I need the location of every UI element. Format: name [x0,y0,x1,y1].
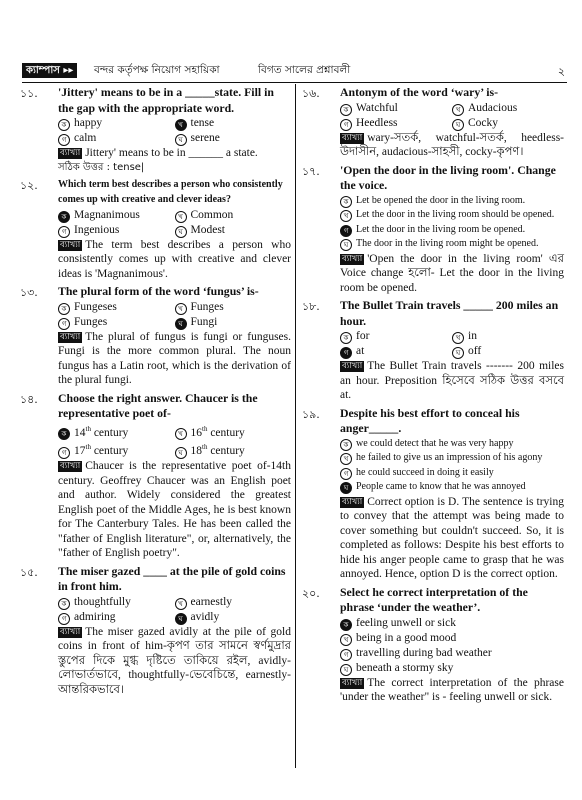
correct-option-marker-icon: ক [58,211,70,223]
explanation: ব্যাখ্যা The Bullet Train travels ------- 200 miles an hour. Preposition হিসেবে সঠিক উত্তর বসবে at. [340,360,564,401]
question-15 [20,564,291,698]
option-b: খ he failed to give us an impression of his agony [340,451,564,466]
explanation-tag: ব্যাখ্যা [342,496,363,507]
option-c: গ he could succeed in doing it easily [340,466,564,481]
explanation-tag: ব্যাখ্যা [60,148,81,158]
option-a: ক Fungeses [58,300,175,315]
option-a: ক we could detect that he was very happy [340,437,564,452]
question-stem: Despite his best effort to conceal his anger_____. [340,405,520,435]
question-stem: The plural form of the word ‘fungus’ is- [58,284,259,298]
correct-option-marker-icon: গ [340,225,352,237]
option-b: খ in [452,329,564,344]
question-17 [302,163,564,296]
header-rule [22,82,567,83]
right-column [302,85,564,708]
options [340,194,564,252]
explanation-tag: ব্যাখ্যা [60,331,81,342]
option-marker-icon: ঘ [452,119,464,131]
explanation: ব্যাখ্যা Chaucer is the representative poet of-14th century. Geoffrey Chaucer was an English poet and author. Widely considered the greatest English poet of the Middle Ages, he is best known for The Canterbury Tales. He has been called the "father of English literature", or, alternatively, the "father of English poetry". [58,460,291,560]
explanation-tag: ব্যাখ্যা [342,361,363,371]
question-number: ১১. [20,87,38,100]
correct-option-marker-icon: ক [340,619,352,631]
option-b: খ Funges [175,300,292,315]
explanation-tag: ব্যাখ্যা [342,253,363,264]
question-number: ১৬. [302,87,320,100]
question-number: ১৮. [302,300,320,313]
option-d: ঘ off [452,344,564,359]
option-d: ঘ The door in the living room might be opened. [340,237,564,252]
options [340,616,564,676]
option-marker-icon: খ [452,104,464,116]
explanation-tag: ব্যাখ্যা [60,239,81,250]
page-header [22,62,567,80]
options [58,208,291,238]
question-number: ২০. [302,586,320,600]
option-marker-icon: ক [58,303,70,315]
options [340,329,564,359]
option-marker-icon: ঘ [340,664,352,676]
question-stem: Which term best describes a person who consistently comes up with creative and clever ideas? [58,178,283,205]
option-a: ক happy [58,116,175,131]
option-marker-icon: খ [452,332,464,344]
option-a: ক Watchful [340,101,452,116]
correct-option-marker-icon: খ [175,119,187,131]
option-c: গ Funges [58,315,175,330]
question-stem: 'Open the door in the living room'. Change the voice. [340,162,556,192]
option-marker-icon: গ [340,468,352,480]
option-c: গ admiring [58,610,175,625]
option-c: গ Let the door in the living room be opened. [340,223,564,238]
question-stem: Antonym of the word ‘wary’ is- [340,85,499,99]
question-14 [20,391,291,561]
options [58,595,291,625]
option-marker-icon: ঘ [175,447,187,459]
question-number: ১৪. [20,392,38,406]
option-d: ঘ 18th century [175,440,292,459]
options [58,300,291,330]
question-number: ১২. [20,178,38,192]
question-number: ১৯. [302,407,320,421]
option-marker-icon: ক [340,439,352,451]
option-marker-icon: গ [58,318,70,330]
page-number: ২ [557,66,565,78]
option-marker-icon: গ [58,447,70,459]
option-marker-icon: গ [340,649,352,661]
option-b: খ Audacious [452,101,564,116]
explanation: ব্যাখ্যা The plural of fungus is fungi or funguses. Fungi is the more common plural. The noun fungus has a Latin root, which is the derivation of the plural fungi. [58,330,291,386]
option-marker-icon: ক [340,196,352,208]
options [340,101,564,131]
correct-option-marker-icon: ঘ [175,318,187,330]
question-stem: Select he correct interpretation of the phrase ‘under the weather’. [340,584,528,614]
option-d: ঘ People came to know that he was annoyed [340,480,564,495]
option-c: গ Ingenious [58,223,175,238]
options [58,422,291,460]
question-18 [302,298,564,403]
book-title: বন্দর কর্তৃপক্ষ নিয়োগ সহায়িকা [94,64,220,76]
option-b: খ Let the door in the living room should be opened. [340,208,564,223]
question-stem: Choose the right answer. Chaucer is the representative poet of- [58,390,258,420]
option-c: গ travelling during bad weather [340,646,564,661]
option-marker-icon: ক [58,598,70,610]
correct-option-marker-icon: ঘ [175,613,187,625]
options [340,437,564,495]
option-marker-icon: ঘ [175,226,187,238]
answer-line: সঠিক উত্তর : tense| [58,161,145,173]
question-number: ১৩. [20,286,38,299]
option-d: ঘ beneath a stormy sky [340,661,564,676]
option-b: খ being in a good mood [340,631,564,646]
explanation: ব্যাখ্যা wary-সতর্ক, watchful-সতর্ক, heedless-উদাসীন, audacious-সাহসী, cocky-কৃপণ। [340,131,564,158]
option-marker-icon: ঘ [452,347,464,359]
explanation: ব্যাখ্যা Correct option is D. The sentence is trying to convey that the attempt was being made to cover something but couldn't succeed. So, it is completed as follows: Despite his best efforts to hide his anger people came to grasp that he was annoyed. Hence, option D is the correct option. [340,495,564,580]
question-12 [20,177,291,282]
option-b: খ earnestly [175,595,292,610]
options [58,116,291,146]
option-b: খ 16th century [175,422,292,441]
explanation-tag: ব্যাখ্যা [342,677,363,688]
option-c: গ at [340,344,452,359]
option-marker-icon: খ [340,453,352,465]
question-16 [302,85,564,160]
left-column [20,85,291,700]
section-title: বিগত সালের প্রশ্নাবলী [258,64,351,76]
column-divider [295,84,296,768]
option-d: ঘ avidly [175,610,292,625]
option-marker-icon: খ [175,428,187,440]
option-marker-icon: ঘ [340,239,352,251]
correct-option-marker-icon: ক [58,428,70,440]
explanation: ব্যাখ্যা The miser gazed avidly at the pile of gold coins in front of him-কৃপণ তার সামনে স্বর্ণমুদ্রার স্তুপের দিকে মুগ্ধ দৃষ্টিতে তাকিয়ে রইল, avidly-লোভার্তভাবে, thoughtfully-ভেবেচিন্তে, earnestly-আন্তরিকভাবে। [58,625,291,696]
question-13 [20,284,291,388]
explanation: ব্যাখ্যা The term best describes a person who consistently comes up with creative and clever ideas is 'Magnanimous'. [58,238,291,280]
explanation: ব্যাখ্যা The correct interpretation of the phrase 'under the weather" is - feeling unwell or sick. [340,676,564,703]
option-marker-icon: গ [340,119,352,131]
option-a: ক thoughtfully [58,595,175,610]
option-marker-icon: গ [58,226,70,238]
option-a: ক feeling unwell or sick [340,616,564,631]
correct-option-marker-icon: ঘ [340,482,352,494]
option-marker-icon: গ [58,134,70,146]
option-c: গ calm [58,131,175,146]
option-d: ঘ serene [175,131,292,146]
question-stem: The miser gazed ____ at the pile of gold coins in front him. [58,563,286,594]
question-20 [302,585,564,705]
option-marker-icon: খ [340,634,352,646]
explanation: ব্যাখ্যা Jittery' means to be in ______ a state. [60,147,258,159]
option-marker-icon: ক [340,104,352,116]
option-a: ক Magnanimous [58,208,175,223]
brand-badge: ক্যাম্পাস ▸▸ [22,63,77,78]
option-b: খ Common [175,208,292,223]
option-c: গ Heedless [340,116,452,131]
option-a: ক 14th century [58,422,175,441]
option-marker-icon: ঘ [175,134,187,146]
option-b: খ tense [175,116,292,131]
correct-option-marker-icon: গ [340,347,352,359]
option-d: ঘ Modest [175,223,292,238]
question-number: ১৫. [20,565,38,579]
option-marker-icon: ক [340,332,352,344]
option-d: ঘ Cocky [452,116,564,131]
option-marker-icon: খ [175,598,187,610]
option-marker-icon: ক [58,119,70,131]
option-marker-icon: খ [340,210,352,222]
question-19 [302,406,564,582]
question-11 [20,85,291,174]
explanation-tag: ব্যাখ্যা [60,461,81,472]
option-marker-icon: খ [175,211,187,223]
explanation-tag: ব্যাখ্যা [60,626,81,637]
option-a: ক for [340,329,452,344]
option-c: গ 17th century [58,440,175,459]
question-stem: 'Jittery' means to be in a _____state. Fill in the gap with the appropriate word. [58,85,274,115]
explanation: ব্যাখ্যা 'Open the door in the living room' এর Voice change হলো- Let the door in the living room be opened. [340,252,564,294]
question-number: ১৭. [302,164,320,178]
option-marker-icon: গ [58,613,70,625]
option-marker-icon: খ [175,303,187,315]
question-stem: The Bullet Train travels _____ 200 miles an hour. [340,298,559,328]
explanation-tag: ব্যাখ্যা [342,132,363,143]
option-d: ঘ Fungi [175,315,292,330]
option-a: ক Let be opened the door in the living room. [340,194,564,209]
